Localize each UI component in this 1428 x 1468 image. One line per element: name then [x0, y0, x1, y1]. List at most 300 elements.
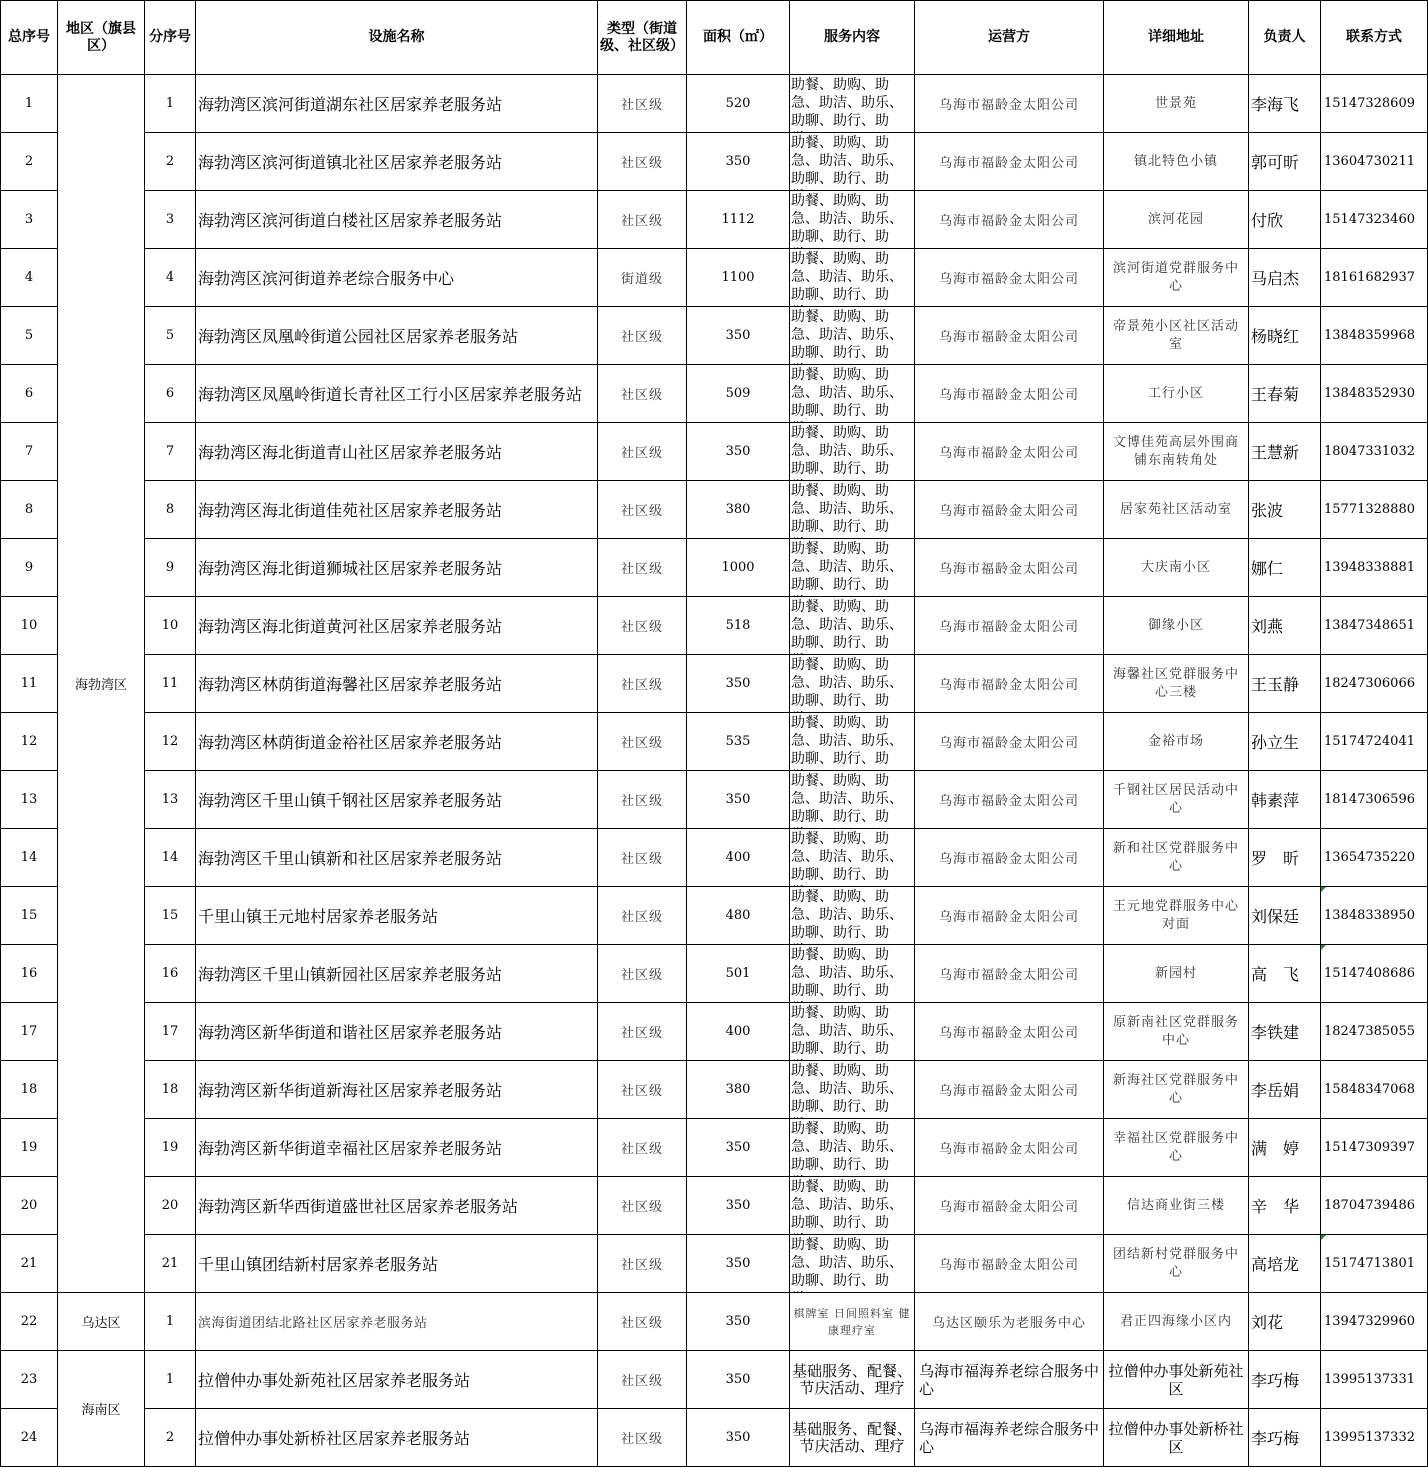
service-text: 棋牌室 日间照料室 健康理疗室	[793, 1306, 911, 1337]
cell-area: 400	[687, 1003, 790, 1061]
cell-address: 大庆南小区	[1104, 539, 1249, 597]
table-row	[1, 1061, 1428, 1119]
header-address: 详细地址	[1104, 1, 1249, 75]
table-row	[1, 771, 1428, 829]
cell-address: 原新南社区党群服务中心	[1104, 1003, 1249, 1061]
cell-facility-name: 海勃湾区新华街道幸福社区居家养老服务站	[196, 1119, 598, 1177]
cell-phone	[1321, 481, 1428, 539]
cell-sub-no: 11	[145, 655, 196, 713]
cell-service	[790, 1409, 915, 1467]
cell-area: 518	[687, 597, 790, 655]
cell-operator: 乌海市福海养老综合服务中心	[915, 1351, 1104, 1409]
cell-type: 社区级	[598, 1003, 687, 1061]
cell-facility-name: 海勃湾区林荫街道海馨社区居家养老服务站	[196, 655, 598, 713]
cell-address: 拉僧仲办事处新苑社区	[1104, 1351, 1249, 1409]
table-row	[1, 1351, 1428, 1409]
cell-operator: 乌海市福龄金太阳公司	[915, 481, 1104, 539]
cell-phone	[1321, 191, 1428, 249]
cell-sub-no: 12	[145, 713, 196, 771]
cell-phone	[1321, 655, 1428, 713]
cell-phone	[1321, 887, 1428, 945]
table-row	[1, 887, 1428, 945]
cell-total-no: 24	[1, 1409, 58, 1467]
cell-sub-no: 6	[145, 365, 196, 423]
cell-total-no: 13	[1, 771, 58, 829]
cell-area: 501	[687, 945, 790, 1003]
cell-facility-name: 海勃湾区凤凰岭街道公园社区居家养老服务站	[196, 307, 598, 365]
cell-sub-no: 18	[145, 1061, 196, 1119]
header-row	[1, 1, 1428, 75]
table-row	[1, 133, 1428, 191]
cell-address: 文博佳苑高层外围商铺东南转角处	[1104, 423, 1249, 481]
cell-total-no: 6	[1, 365, 58, 423]
cell-total-no: 22	[1, 1293, 58, 1351]
header-region: 地区（旗县区）	[58, 1, 145, 75]
cell-operator: 乌海市福龄金太阳公司	[915, 887, 1104, 945]
cell-phone	[1321, 771, 1428, 829]
phone-text: 13604730211	[1324, 154, 1415, 169]
cell-address: 千钢社区居民活动中心	[1104, 771, 1249, 829]
phone-text: 13654735220	[1324, 850, 1415, 865]
cell-area: 350	[687, 771, 790, 829]
table-row	[1, 365, 1428, 423]
cell-person: 高 飞	[1249, 945, 1321, 1003]
cell-type: 社区级	[598, 713, 687, 771]
cell-type: 社区级	[598, 1293, 687, 1351]
header-area: 面积（㎡）	[687, 1, 790, 75]
cell-phone	[1321, 1351, 1428, 1409]
cell-service	[790, 945, 915, 1003]
phone-text: 13848338950	[1324, 908, 1415, 923]
cell-facility-name: 千里山镇王元地村居家养老服务站	[196, 887, 598, 945]
cell-facility-name: 海勃湾区滨河街道镇北社区居家养老服务站	[196, 133, 598, 191]
cell-sub-no: 14	[145, 829, 196, 887]
cell-person: 娜仁	[1249, 539, 1321, 597]
phone-text: 15174724041	[1324, 734, 1415, 749]
cell-person: 刘燕	[1249, 597, 1321, 655]
phone-text: 13847348651	[1324, 618, 1415, 633]
cell-phone	[1321, 307, 1428, 365]
cell-phone	[1321, 75, 1428, 133]
cell-address: 镇北特色小镇	[1104, 133, 1249, 191]
phone-text: 13948338881	[1324, 560, 1415, 575]
cell-total-no: 21	[1, 1235, 58, 1293]
phone-text: 18047331032	[1324, 444, 1415, 459]
cell-sub-no: 20	[145, 1177, 196, 1235]
service-text: 助餐、助购、助急、助洁、助乐、助聊、助行、助	[791, 830, 903, 883]
cell-total-no: 8	[1, 481, 58, 539]
cell-area: 480	[687, 887, 790, 945]
cell-type: 社区级	[598, 945, 687, 1003]
cell-facility-name: 海勃湾区海北街道黄河社区居家养老服务站	[196, 597, 598, 655]
cell-phone	[1321, 133, 1428, 191]
cell-sub-no: 3	[145, 191, 196, 249]
cell-facility-name: 拉僧仲办事处新桥社区居家养老服务站	[196, 1409, 598, 1467]
cell-phone	[1321, 945, 1428, 1003]
cell-area: 350	[687, 133, 790, 191]
cell-total-no: 9	[1, 539, 58, 597]
cell-type: 社区级	[598, 191, 687, 249]
cell-total-no: 15	[1, 887, 58, 945]
cell-type: 社区级	[598, 481, 687, 539]
cell-sub-no: 8	[145, 481, 196, 539]
cell-sub-no: 1	[145, 75, 196, 133]
cell-service	[790, 597, 915, 655]
service-text: 助餐、助购、助急、助洁、助乐、助聊、助行、助	[791, 714, 903, 767]
cell-area: 535	[687, 713, 790, 771]
cell-type: 社区级	[598, 1061, 687, 1119]
service-text: 基础服务、配餐、节庆活动、理疗	[791, 1362, 912, 1397]
cell-address: 金裕市场	[1104, 713, 1249, 771]
cell-operator: 乌海市福龄金太阳公司	[915, 945, 1104, 1003]
service-text: 助餐、助购、助急、助洁、助乐、助聊、助行、助	[791, 1004, 903, 1057]
table-row	[1, 191, 1428, 249]
table-row	[1, 655, 1428, 713]
table-row	[1, 307, 1428, 365]
cell-facility-name: 海勃湾区滨河街道白楼社区居家养老服务站	[196, 191, 598, 249]
cell-total-no: 2	[1, 133, 58, 191]
cell-type: 社区级	[598, 1119, 687, 1177]
cell-total-no: 3	[1, 191, 58, 249]
service-text: 助餐、助购、助急、助洁、助乐、助聊、助行、助	[791, 482, 903, 535]
cell-phone	[1321, 597, 1428, 655]
header-type: 类型（街道级、社区级）	[598, 1, 687, 75]
cell-phone	[1321, 539, 1428, 597]
cell-sub-no: 7	[145, 423, 196, 481]
table-row	[1, 1409, 1428, 1467]
cell-operator: 乌海市福龄金太阳公司	[915, 365, 1104, 423]
cell-total-no: 1	[1, 75, 58, 133]
cell-service	[790, 1061, 915, 1119]
cell-region: 海勃湾区	[58, 75, 145, 1293]
header-operator: 运营方	[915, 1, 1104, 75]
cell-area: 350	[687, 655, 790, 713]
cell-type: 社区级	[598, 539, 687, 597]
cell-facility-name: 海勃湾区新华街道和谐社区居家养老服务站	[196, 1003, 598, 1061]
comment-marker-icon	[1321, 887, 1326, 892]
cell-operator: 乌达区颐乐为老服务中心	[915, 1293, 1104, 1351]
comment-marker-icon	[1321, 945, 1326, 950]
cell-address: 新和社区党群服务中心	[1104, 829, 1249, 887]
phone-text: 18247385055	[1324, 1024, 1415, 1039]
cell-total-no: 12	[1, 713, 58, 771]
phone-text: 15147309397	[1324, 1140, 1415, 1155]
cell-sub-no: 10	[145, 597, 196, 655]
cell-person: 李巧梅	[1249, 1409, 1321, 1467]
cell-person: 王慧新	[1249, 423, 1321, 481]
table-body	[1, 75, 1428, 1467]
cell-operator: 乌海市福龄金太阳公司	[915, 1003, 1104, 1061]
header-total-no: 总序号	[1, 1, 58, 75]
cell-area: 1000	[687, 539, 790, 597]
cell-service	[790, 1119, 915, 1177]
cell-operator: 乌海市福龄金太阳公司	[915, 1235, 1104, 1293]
service-text: 助餐、助购、助急、助洁、助乐、助聊、助行、助	[791, 192, 903, 245]
phone-text: 15771328880	[1324, 502, 1415, 517]
cell-person: 满 婷	[1249, 1119, 1321, 1177]
cell-type: 社区级	[598, 887, 687, 945]
cell-address: 海馨社区党群服务中心三楼	[1104, 655, 1249, 713]
cell-sub-no: 5	[145, 307, 196, 365]
phone-text: 18247306066	[1324, 676, 1415, 691]
cell-total-no: 19	[1, 1119, 58, 1177]
cell-sub-no: 9	[145, 539, 196, 597]
table-row	[1, 481, 1428, 539]
phone-text: 15147408686	[1324, 966, 1415, 981]
header-phone: 联系方式	[1321, 1, 1428, 75]
cell-operator: 乌海市福龄金太阳公司	[915, 423, 1104, 481]
cell-service	[790, 829, 915, 887]
cell-area: 350	[687, 1351, 790, 1409]
cell-type: 社区级	[598, 307, 687, 365]
cell-facility-name: 海勃湾区千里山镇千钢社区居家养老服务站	[196, 771, 598, 829]
table-row	[1, 423, 1428, 481]
cell-service	[790, 1003, 915, 1061]
cell-sub-no: 19	[145, 1119, 196, 1177]
cell-sub-no: 15	[145, 887, 196, 945]
service-text: 助餐、助购、助急、助洁、助乐、助聊、助行、助	[791, 250, 903, 303]
cell-region: 海南区	[58, 1351, 145, 1467]
cell-address: 居家苑社区活动室	[1104, 481, 1249, 539]
cell-facility-name: 海勃湾区海北街道青山社区居家养老服务站	[196, 423, 598, 481]
cell-sub-no: 2	[145, 1409, 196, 1467]
table-row	[1, 1177, 1428, 1235]
cell-person: 李海飞	[1249, 75, 1321, 133]
cell-phone	[1321, 423, 1428, 481]
table-row	[1, 597, 1428, 655]
cell-operator: 乌海市福龄金太阳公司	[915, 75, 1104, 133]
cell-area: 380	[687, 481, 790, 539]
cell-operator: 乌海市福龄金太阳公司	[915, 307, 1104, 365]
cell-operator: 乌海市福龄金太阳公司	[915, 191, 1104, 249]
cell-type: 社区级	[598, 771, 687, 829]
cell-facility-name: 海勃湾区千里山镇新和社区居家养老服务站	[196, 829, 598, 887]
phone-text: 13947329960	[1324, 1314, 1415, 1329]
cell-type: 社区级	[598, 1409, 687, 1467]
cell-type: 社区级	[598, 829, 687, 887]
cell-service	[790, 249, 915, 307]
cell-operator: 乌海市福龄金太阳公司	[915, 1177, 1104, 1235]
cell-person: 孙立生	[1249, 713, 1321, 771]
cell-operator: 乌海市福龄金太阳公司	[915, 539, 1104, 597]
cell-operator: 乌海市福龄金太阳公司	[915, 597, 1104, 655]
phone-text: 13995137332	[1324, 1430, 1415, 1445]
cell-area: 520	[687, 75, 790, 133]
cell-service	[790, 133, 915, 191]
cell-phone	[1321, 1003, 1428, 1061]
cell-area: 350	[687, 1409, 790, 1467]
cell-sub-no: 2	[145, 133, 196, 191]
table-row	[1, 713, 1428, 771]
cell-address: 滨河花园	[1104, 191, 1249, 249]
cell-total-no: 17	[1, 1003, 58, 1061]
cell-facility-name: 滨海街道团结北路社区居家养老服务站	[196, 1293, 598, 1351]
cell-person: 王玉静	[1249, 655, 1321, 713]
cell-operator: 乌海市福龄金太阳公司	[915, 133, 1104, 191]
cell-type: 社区级	[598, 655, 687, 713]
table-row	[1, 75, 1428, 133]
cell-person: 张波	[1249, 481, 1321, 539]
cell-phone	[1321, 1061, 1428, 1119]
cell-operator: 乌海市福龄金太阳公司	[915, 655, 1104, 713]
cell-type: 社区级	[598, 365, 687, 423]
cell-phone	[1321, 1409, 1428, 1467]
cell-address: 御缘小区	[1104, 597, 1249, 655]
cell-person: 马启杰	[1249, 249, 1321, 307]
cell-area: 509	[687, 365, 790, 423]
table-row	[1, 249, 1428, 307]
cell-phone	[1321, 829, 1428, 887]
cell-person: 李铁建	[1249, 1003, 1321, 1061]
phone-text: 13848359968	[1324, 328, 1415, 343]
cell-operator: 乌海市福龄金太阳公司	[915, 249, 1104, 307]
cell-phone	[1321, 1177, 1428, 1235]
cell-facility-name: 海勃湾区新华西街道盛世社区居家养老服务站	[196, 1177, 598, 1235]
cell-person: 高培龙	[1249, 1235, 1321, 1293]
cell-area: 350	[687, 1119, 790, 1177]
cell-total-no: 18	[1, 1061, 58, 1119]
cell-area: 1112	[687, 191, 790, 249]
cell-service	[790, 713, 915, 771]
cell-service	[790, 539, 915, 597]
service-text: 助餐、助购、助急、助洁、助乐、助聊、助行、助	[791, 772, 903, 825]
cell-person: 李岳娟	[1249, 1061, 1321, 1119]
cell-area: 400	[687, 829, 790, 887]
cell-phone	[1321, 365, 1428, 423]
cell-sub-no: 4	[145, 249, 196, 307]
cell-type: 社区级	[598, 1177, 687, 1235]
table-row	[1, 539, 1428, 597]
service-text: 助餐、助购、助急、助洁、助乐、助聊、助行、助	[791, 76, 903, 129]
cell-operator: 乌海市福龄金太阳公司	[915, 1061, 1104, 1119]
cell-person: 王春菊	[1249, 365, 1321, 423]
header-sub-no: 分序号	[145, 1, 196, 75]
cell-service	[790, 1235, 915, 1293]
cell-service	[790, 365, 915, 423]
phone-text: 18147306596	[1324, 792, 1415, 807]
cell-person: 罗 昕	[1249, 829, 1321, 887]
header-person: 负责人	[1249, 1, 1321, 75]
cell-total-no: 14	[1, 829, 58, 887]
cell-phone	[1321, 1293, 1428, 1351]
cell-person: 刘花	[1249, 1293, 1321, 1351]
cell-facility-name: 海勃湾区千里山镇新园社区居家养老服务站	[196, 945, 598, 1003]
cell-person: 杨晓红	[1249, 307, 1321, 365]
cell-service	[790, 1293, 915, 1351]
phone-text: 15174713801	[1324, 1256, 1415, 1271]
phone-text: 18161682937	[1324, 270, 1415, 285]
cell-phone	[1321, 1235, 1428, 1293]
cell-address: 新海社区党群服务中心	[1104, 1061, 1249, 1119]
cell-type: 社区级	[598, 1235, 687, 1293]
cell-facility-name: 拉僧仲办事处新苑社区居家养老服务站	[196, 1351, 598, 1409]
cell-address: 君正四海缘小区内	[1104, 1293, 1249, 1351]
header-name: 设施名称	[196, 1, 598, 75]
cell-person: 韩素萍	[1249, 771, 1321, 829]
cell-operator: 乌海市福海养老综合服务中心	[915, 1409, 1104, 1467]
cell-sub-no: 1	[145, 1351, 196, 1409]
cell-sub-no: 21	[145, 1235, 196, 1293]
cell-total-no: 5	[1, 307, 58, 365]
cell-phone	[1321, 713, 1428, 771]
table-row	[1, 1003, 1428, 1061]
cell-facility-name: 海勃湾区新华街道新海社区居家养老服务站	[196, 1061, 598, 1119]
service-text: 助餐、助购、助急、助洁、助乐、助聊、助行、助	[791, 598, 903, 651]
cell-address: 拉僧仲办事处新桥社区	[1104, 1409, 1249, 1467]
service-text: 助餐、助购、助急、助洁、助乐、助聊、助行、助	[791, 540, 903, 593]
table-row	[1, 1293, 1428, 1351]
cell-person: 刘保廷	[1249, 887, 1321, 945]
service-text: 助餐、助购、助急、助洁、助乐、助聊、助行、助	[791, 424, 903, 477]
service-text: 助餐、助购、助急、助洁、助乐、助聊、助行、助	[791, 656, 903, 709]
cell-facility-name: 千里山镇团结新村居家养老服务站	[196, 1235, 598, 1293]
cell-total-no: 10	[1, 597, 58, 655]
cell-service	[790, 1351, 915, 1409]
phone-text: 15147328609	[1324, 96, 1415, 111]
service-text: 助餐、助购、助急、助洁、助乐、助聊、助行、助	[791, 134, 903, 187]
cell-service	[790, 1177, 915, 1235]
cell-address: 新园村	[1104, 945, 1249, 1003]
cell-type: 社区级	[598, 423, 687, 481]
service-text: 助餐、助购、助急、助洁、助乐、助聊、助行、助	[791, 1178, 903, 1231]
table-row	[1, 1119, 1428, 1177]
cell-service	[790, 423, 915, 481]
cell-total-no: 23	[1, 1351, 58, 1409]
cell-facility-name: 海勃湾区滨河街道湖东社区居家养老服务站	[196, 75, 598, 133]
cell-operator: 乌海市福龄金太阳公司	[915, 829, 1104, 887]
header-service: 服务内容	[790, 1, 915, 75]
cell-person: 李巧梅	[1249, 1351, 1321, 1409]
comment-marker-icon	[1321, 1235, 1326, 1240]
cell-type: 社区级	[598, 1351, 687, 1409]
cell-facility-name: 海勃湾区滨河街道养老综合服务中心	[196, 249, 598, 307]
cell-operator: 乌海市福龄金太阳公司	[915, 713, 1104, 771]
cell-sub-no: 17	[145, 1003, 196, 1061]
cell-facility-name: 海勃湾区林荫街道金裕社区居家养老服务站	[196, 713, 598, 771]
cell-total-no: 11	[1, 655, 58, 713]
cell-person: 辛 华	[1249, 1177, 1321, 1235]
cell-phone	[1321, 249, 1428, 307]
cell-sub-no: 13	[145, 771, 196, 829]
cell-service	[790, 655, 915, 713]
phone-text: 15147323460	[1324, 212, 1415, 227]
service-text: 助餐、助购、助急、助洁、助乐、助聊、助行、助	[791, 366, 903, 419]
phone-text: 13995137331	[1324, 1372, 1415, 1387]
cell-address: 帝景苑小区社区活动室	[1104, 307, 1249, 365]
service-text: 助餐、助购、助急、助洁、助乐、助聊、助行、助	[791, 308, 903, 361]
service-text: 助餐、助购、助急、助洁、助乐、助聊、助行、助	[791, 946, 903, 999]
service-text: 助餐、助购、助急、助洁、助乐、助聊、助行、助	[791, 888, 903, 941]
cell-area: 350	[687, 1235, 790, 1293]
cell-area: 1100	[687, 249, 790, 307]
cell-facility-name: 海勃湾区海北街道佳苑社区居家养老服务站	[196, 481, 598, 539]
service-text: 基础服务、配餐、节庆活动、理疗	[791, 1420, 912, 1455]
cell-area: 350	[687, 1177, 790, 1235]
phone-text: 15848347068	[1324, 1082, 1415, 1097]
cell-type: 社区级	[598, 133, 687, 191]
cell-facility-name: 海勃湾区海北街道狮城社区居家养老服务站	[196, 539, 598, 597]
cell-area: 380	[687, 1061, 790, 1119]
cell-total-no: 20	[1, 1177, 58, 1235]
cell-service	[790, 75, 915, 133]
cell-address: 幸福社区党群服务中心	[1104, 1119, 1249, 1177]
table-row	[1, 829, 1428, 887]
cell-type: 社区级	[598, 75, 687, 133]
cell-service	[790, 481, 915, 539]
service-text: 助餐、助购、助急、助洁、助乐、助聊、助行、助	[791, 1120, 903, 1173]
cell-service	[790, 771, 915, 829]
cell-region: 乌达区	[58, 1293, 145, 1351]
